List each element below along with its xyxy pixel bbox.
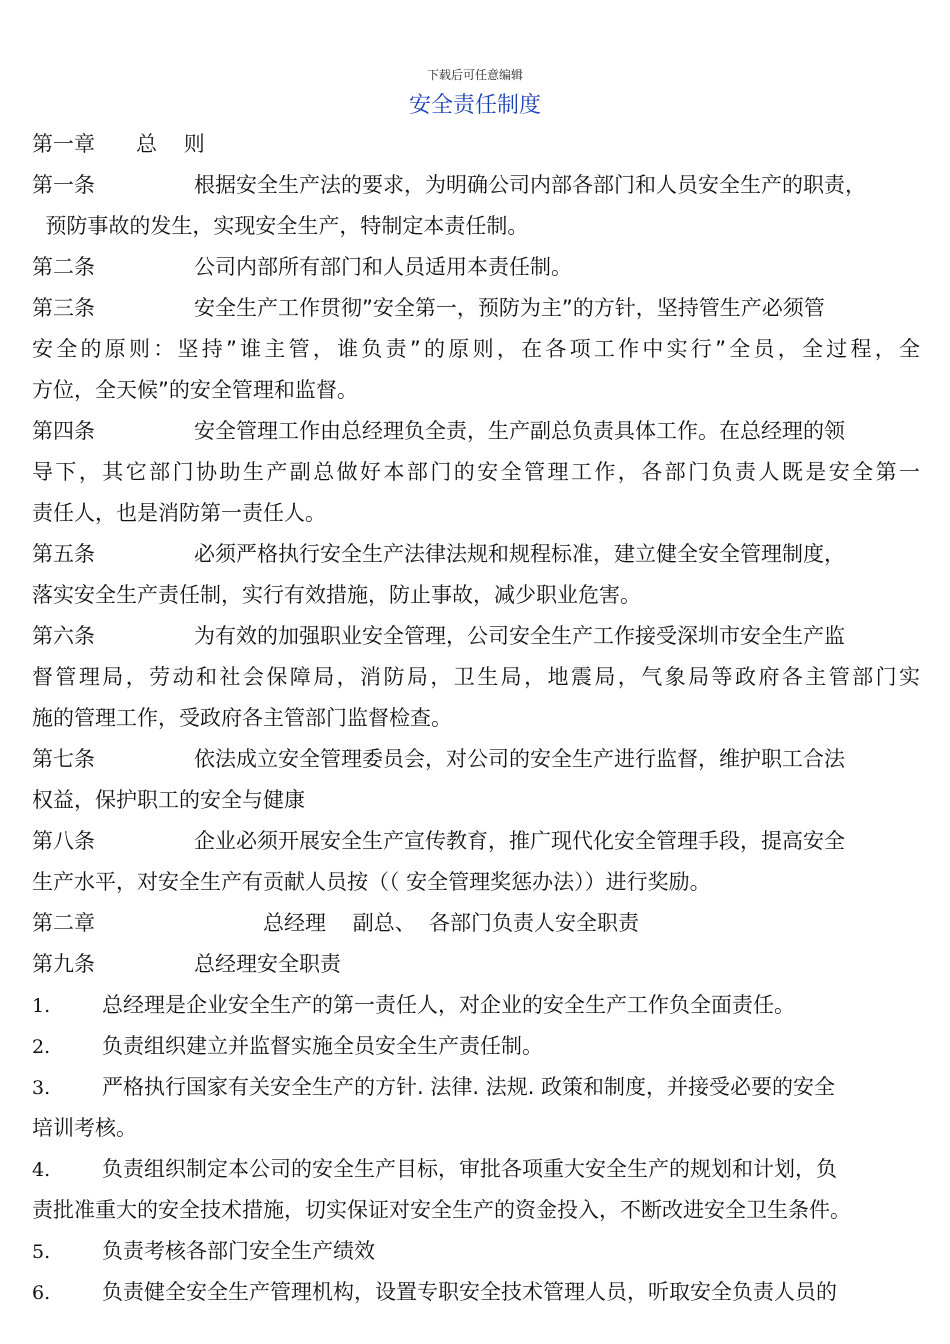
line-text: 督管理局，劳动和社会保障局，消防局，卫生局，地震局，气象局等政府各主管部门实 [32,665,920,689]
line-label: 第六条 [32,624,95,648]
line-label: 第五条 [32,542,95,566]
list-number: 4. [32,1159,51,1181]
line-text: 安全生产工作贯彻”安全第一，预防为主”的方针，坚持管生产必须管 [194,296,825,320]
line-text: 施的管理工作，受政府各主管部门监督检查。 [32,706,452,730]
list-number: 6. [32,1282,51,1304]
list-number: 3. [32,1077,51,1099]
article-6 [32,616,920,657]
line-text: 负责考核各部门安全生产绩效 [102,1239,375,1263]
line-text: 责批准重大的安全技术措施，切实保证对安全生产的资金投入，不断改进安全卫生条件。 [32,1198,851,1222]
document-body [32,124,920,1313]
article-7 [32,739,920,780]
article-6-cont [32,698,920,739]
line-text: 权益，保护职工的安全与健康 [32,788,305,812]
line-label: 第二章 [32,911,95,935]
article-2 [32,247,920,288]
line-text: 培训考核。 [32,1116,137,1140]
chapter-1-heading [32,124,920,165]
line-text: 安全的原则：坚持”谁主管，谁负责”的原则，在各项工作中实行”全员，全过程，全 [32,337,920,361]
article-6-cont [32,657,920,698]
list-item-5 [32,1231,920,1272]
list-number: 5. [32,1241,51,1263]
line-text: 必须严格执行安全生产法律法规和规程标准，建立健全安全管理制度， [194,542,845,566]
list-item-3-cont [32,1108,920,1149]
line-text: 生产水平，对安全生产有贡献人员按（（ 安全管理奖惩办法））进行奖励。 [32,870,711,894]
article-1 [32,165,920,206]
list-number: 2. [32,1036,51,1058]
article-3 [32,288,920,329]
article-4-cont [32,452,920,493]
line-text: 落实安全生产责任制，实行有效措施，防止事故，减少职业危害。 [32,583,641,607]
line-label: 第三条 [32,296,95,320]
line-text: 方位，全天候”的安全管理和监督。 [32,378,358,402]
list-item-4 [32,1149,920,1190]
list-item-6 [32,1272,920,1313]
list-item-3 [32,1067,920,1108]
article-8-cont [32,862,920,903]
line-text: 预防事故的发生，实现安全生产，特制定本责任制。 [32,214,529,238]
line-text: 导下，其它部门协助生产副总做好本部门的安全管理工作，各部门负责人既是安全第一 [32,460,920,484]
line-text: 总经理安全职责 [194,952,341,976]
line-text: 根据安全生产法的要求，为明确公司内部各部门和人员安全生产的职责， [194,173,866,197]
line-text: 企业必须开展安全生产宣传教育，推广现代化安全管理手段，提高安全 [194,829,845,853]
line-text: 为有效的加强职业安全管理，公司安全生产工作接受深圳市安全生产监 [194,624,845,648]
line-text: 负责健全安全生产管理机构，设置专职安全技术管理人员，听取安全负责人员的 [102,1280,837,1304]
line-label: 第一章 [32,132,95,156]
document-title: 安全责任制度 [408,93,541,118]
line-label: 第七条 [32,747,95,771]
line-label: 第四条 [32,419,95,443]
article-5-cont [32,575,920,616]
line-text: 责任人，也是消防第一责任人。 [32,501,326,525]
article-7-cont [32,780,920,821]
line-label: 第八条 [32,829,95,853]
line-text: 公司内部所有部门和人员适用本责任制。 [194,255,572,279]
top-note: 下载后可任意编辑 [426,68,523,82]
article-4-cont [32,493,920,534]
line-label: 第九条 [32,952,95,976]
article-4 [32,411,920,452]
list-item-1 [32,985,920,1026]
line-label: 第一条 [32,173,95,197]
line-text: 负责组织建立并监督实施全员安全生产责任制。 [102,1034,543,1058]
line-text: 安全管理工作由总经理负全责，生产副总负责具体工作。在总经理的领 [194,419,845,443]
article-8 [32,821,920,862]
article-3-cont [32,370,920,411]
line-text: 依法成立安全管理委员会，对公司的安全生产进行监督，维护职工合法 [194,747,845,771]
chapter-2-heading [32,903,920,944]
line-text: 总经理 副总、 各部门负责人安全职责 [263,911,640,935]
article-3-cont [32,329,920,370]
list-number: 1. [32,995,51,1017]
line-text: 严格执行国家有关安全生产的方针. 法律. 法规. 政策和制度，并接受必要的安全 [102,1075,836,1099]
article-9 [32,944,920,985]
list-item-4-cont [32,1190,920,1231]
article-1-cont [32,206,920,247]
line-text: 总 则 [136,132,205,156]
line-text: 总经理是企业安全生产的第一责任人，对企业的安全生产工作负全面责任。 [102,993,795,1017]
article-5 [32,534,920,575]
list-item-2 [32,1026,920,1067]
line-text: 负责组织制定本公司的安全生产目标，审批各项重大安全生产的规划和计划，负 [102,1157,837,1181]
line-label: 第二条 [32,255,95,279]
